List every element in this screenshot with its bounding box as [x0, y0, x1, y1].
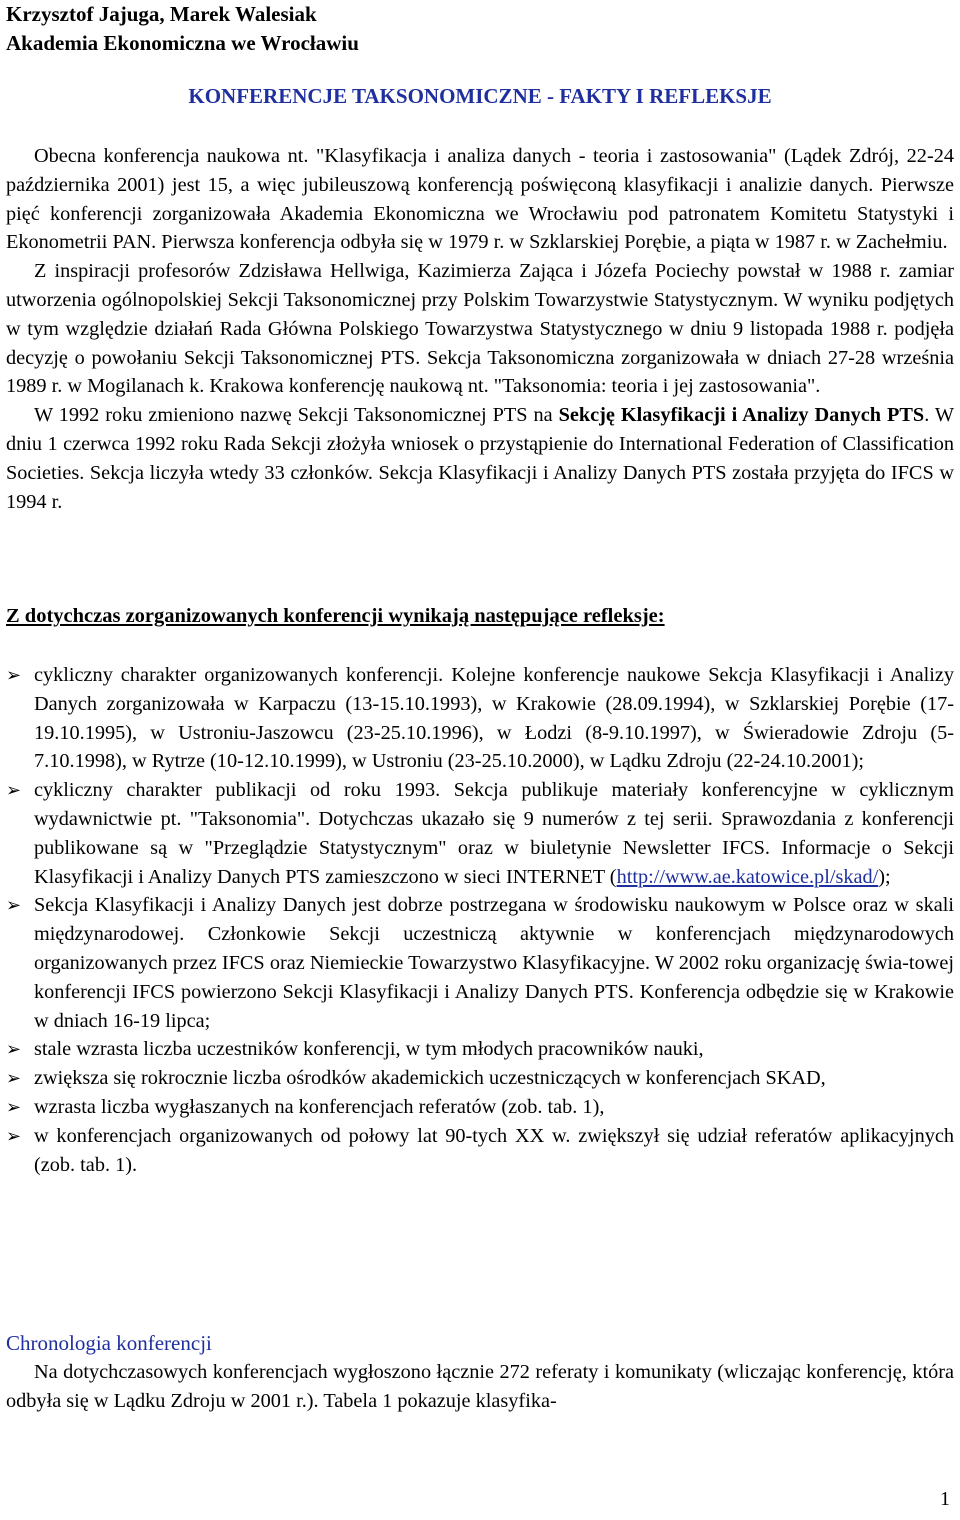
section-name-bold: Sekcję Klasyfikacji i Analizy Danych PTS — [558, 404, 925, 427]
arrow-bullet-icon: ➢ — [6, 1068, 22, 1089]
document-title: KONFERENCJE TAKSONOMICZNE - FAKTY I REFLEKSJE — [188, 84, 772, 108]
arrow-bullet-icon: ➢ — [6, 1096, 22, 1117]
list-item — [6, 891, 954, 1035]
link-suffix: ); — [878, 865, 891, 888]
affiliation: Akademia Ekonomiczna we Wrocławiu — [6, 31, 359, 55]
list-item — [6, 661, 954, 776]
chronology-heading: Chronologia konferencji — [6, 1331, 212, 1355]
list-item — [6, 1122, 954, 1180]
skad-website-link[interactable]: http://www.ae.katowice.pl/skad/ — [616, 865, 879, 888]
list-item-text: Sekcja Klasyfikacji i Analizy Danych jest dobrze postrzegana w środowisku naukowym w Polsce oraz w skali międzynarodowej. Członkowie Sekcji uczestniczą aktywnie w konferencjach międzynarodowych organizowanych przez IFCS oraz Niemieckie Towarzystwo Klasyfikacyjne. W 2002 roku organizację świa-towej konferencji IFCS powierzono Sekcji Klasyfikacji i Analizy Danych PTS. Konferencja odbędzie się w Krakowie w dniach 16-19 lipca; — [34, 894, 954, 1032]
arrow-bullet-icon: ➢ — [6, 665, 22, 685]
arrow-bullet-icon: ➢ — [6, 1125, 22, 1146]
chronology-paragraph — [6, 1358, 954, 1416]
intro-text-2: Z inspiracji profesorów Zdzisława Hellwiga, Kazimierza Zająca i Józefa Pociechy powstał w 1988 r. zamiar utworzenia ogólnopolskiej Sekcji Taksonomicznej przy Polskim Towarzystwie Statystycznym. W wyniku podjętych w tym względzie działań Rada Główna Polskiego Towarzystwa Statystycznego w dniu 9 listopada 1988 r. podjęła decyzję o powołaniu Sekcji Taksonomicznej PTS. Sekcja Taksonomiczna zorganizowała w dniach 27-28 września 1989 r. w Mogilanach k. Krakowa konferencję naukową nt. "Taksonomia: teoria i jej zastosowania". — [6, 260, 954, 398]
author-block — [6, 0, 359, 58]
list-item — [6, 1035, 954, 1064]
list-item — [6, 1093, 954, 1122]
intro-text-3a: W 1992 roku zmieniono nazwę Sekcji Taksonomicznej PTS na — [34, 404, 559, 427]
intro-text-3c: . W dniu 1 czerwca 1992 roku Rada Sekcji złożyła wniosek o przystąpienie do International Federation of Classification Societies. Sekcja liczyła wtedy 33 członków. Sekcja Klasyfikacji i Analizy Danych PTS została przyjęta do IFCS w 1994 r. — [6, 404, 954, 513]
reflections-heading: Z dotychczas zorganizowanych konferencji wynikają następujące refleksje: — [6, 605, 665, 627]
page-number: 1 — [940, 1488, 950, 1510]
list-item-text: cykliczny charakter organizowanych konferencji. Kolejne konferencje naukowe Sekcja Klasyfikacji i Analizy Danych zorganizowała w Karpaczu (13-15.10.1993), w Krakowie (28.09.1994), w Szklarskiej Porębie (17-19.10.1995), w Ustroniu-Jaszowcu (23-25.10.1996), w Łodzi (8-9.10.1997), w Świeradowie Zdroju (5-7.10.1998), w Rytrze (10-12.10.1999), w Ustroniu (23-25.10.2000), w Lądku Zdroju (22-24.10.2001); — [34, 664, 954, 773]
list-item-text: wzrasta liczba wygłaszanych na konferencjach referatów (zob. tab. 1), — [34, 1095, 605, 1118]
list-item-text: cykliczny charakter publikacji od roku 1993. Sekcja publikuje materiały konferencyjne w cyklicznym wydawnictwie pt. "Taksonomia". Dotychczas ukazało się 9 numerów z tej serii. Sprawozdania z konferencji publikowane są w "Przeglądzie Statystycznym" oraz w biuletynie Newsletter IFCS. Informacje o Sekcji Klasyfikacji i Analizy Danych PTS zamieszczono w sieci INTERNET ( — [34, 779, 954, 888]
intro-paragraph-2 — [6, 257, 954, 401]
intro-paragraph-1 — [6, 142, 954, 257]
reflections-list — [6, 661, 954, 1179]
list-item-text: w konferencjach organizowanych od połowy lat 90-tych XX w. zwiększył się udział referatów aplikacyjnych (zob. tab. 1). — [34, 1124, 954, 1176]
arrow-bullet-icon: ➢ — [6, 895, 22, 916]
list-item — [6, 776, 954, 891]
list-item — [6, 1064, 954, 1093]
authors: Krzysztof Jajuga, Marek Walesiak — [6, 2, 317, 26]
intro-text-1: Obecna konferencja naukowa nt. "Klasyfikacja i analiza danych - teoria i zastosowania" (Lądek Zdrój, 22-24 października 2001) jest 15, a więc jubileuszową konferencją poświęconą klasyfikacji i analizie danych. Pierwsze pięć konferencji zorganizowała Akademia Ekonomiczna we Wrocławiu pod patronatem Komitetu Statystyki i Ekonometrii PAN. Pierwsza konferencja odbyła się w 1979 r. w Szklarskiej Porębie, a piąta w 1987 r. w Zachełmiu. — [6, 145, 954, 254]
intro-paragraph-3 — [6, 401, 954, 516]
arrow-bullet-icon: ➢ — [6, 780, 22, 801]
arrow-bullet-icon: ➢ — [6, 1039, 22, 1060]
list-item-text: stale wzrasta liczba uczestników konferencji, w tym młodych pracowników nauki, — [34, 1038, 704, 1061]
list-item-text: zwiększa się rokrocznie liczba ośrodków akademickich uczestniczących w konferencjach SKAD, — [34, 1067, 826, 1090]
chronology-section — [6, 1358, 954, 1416]
intro-section — [6, 142, 954, 516]
chronology-text: Na dotychczasowych konferencjach wygłoszono łącznie 272 referaty i komunikaty (wliczając konferencję, która odbyła się w Lądku Zdroju w 2001 r.). Tabela 1 pokazuje klasyfika- — [6, 1361, 954, 1412]
